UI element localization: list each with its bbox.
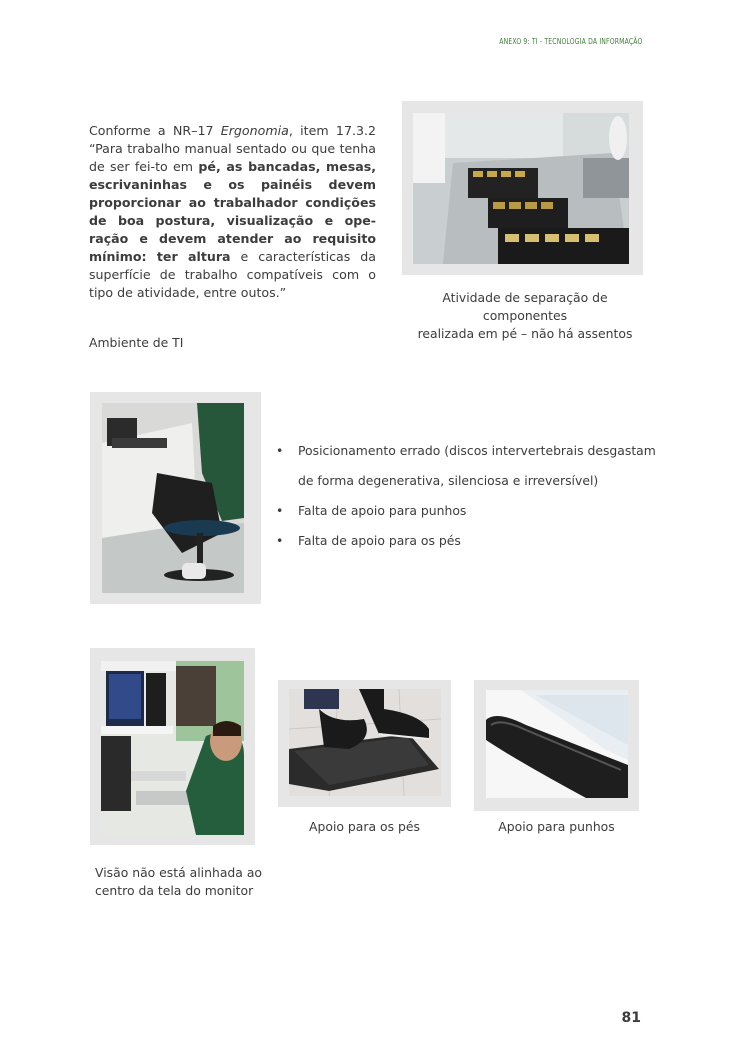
bullet-marker: • [276, 443, 284, 458]
running-header: ANEXO 9: TI - TECNOLOGIA DA INFORMAÇÃO [498, 37, 642, 46]
caption-component-separation: Atividade de separação de componentes realizada em pé – não há assentos [417, 290, 633, 341]
bullet-marker: • [276, 503, 284, 518]
posture-issues-list [276, 436, 656, 556]
caption-foot-rest: Apoio para os pés [309, 819, 420, 834]
nr17-quote: Conforme a NR–17 Ergonomia, item 17.3.2 “Para trabalho manual sentado ou que tenha de ser fei-to em pé, as bancadas, mesas, escrivaninhas e os painéis devem proporcionar ao trabalhador condições de boa postura, visualização e ope-ração e devem atender ao requisito mínimo: ter altura e características da superfície de trabalho compatíveis com o tipo de atividade, entre outos.” [89, 123, 376, 300]
list-item: • Falta de apoio para os pés [276, 526, 656, 556]
photo-seated-posture [102, 403, 244, 593]
section-label-ti: Ambiente de TI [89, 335, 184, 350]
photo-wrist-rest [486, 690, 628, 798]
list-item: • Falta de apoio para punhos [276, 496, 656, 526]
bullet-marker: • [276, 533, 284, 548]
photo-component-separation [413, 113, 629, 264]
photo-foot-rest [289, 689, 441, 796]
page-number: 81 [621, 1010, 641, 1026]
caption-monitor: Visão não está alinhada ao centro da tela do monitor [95, 865, 262, 898]
list-item: • Posicionamento errado (discos intervertebrais desgastam de forma degenerativa, silenciosa e irreversível) [276, 436, 656, 496]
caption-wrist-rest: Apoio para punhos [498, 819, 615, 834]
photo-monitor-workstation [101, 661, 244, 835]
